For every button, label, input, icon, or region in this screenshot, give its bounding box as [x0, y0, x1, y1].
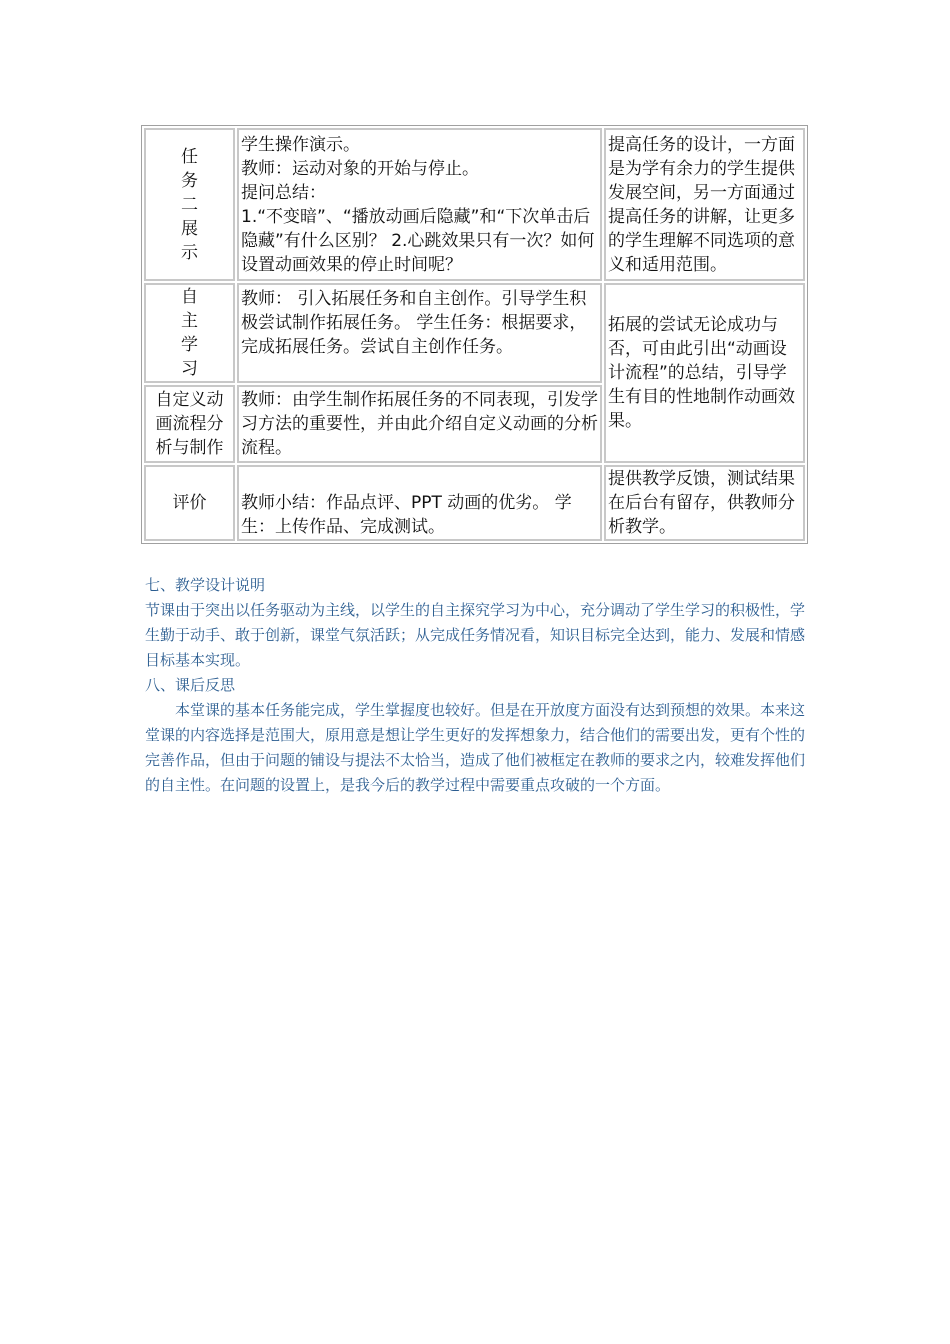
content-line: 教师：由学生制作拓展任务的不同表现，引发学习方法的重要性，并由此介绍自定义动画的分析流程。 — [241, 390, 598, 458]
section-reflection — [145, 673, 817, 798]
table-row-evaluation — [144, 465, 805, 541]
stage-cell-custom-animation — [144, 385, 235, 463]
note-text: 提供教学反馈，测试结果在后台有留存，供教师分析教学。 — [608, 469, 795, 537]
lesson-table — [141, 125, 808, 544]
section-design-notes — [145, 573, 817, 673]
stage-label: 自主学习 — [180, 287, 198, 379]
section-heading: 七、教学设计说明 — [145, 576, 266, 594]
stage-label: 任务二展示 — [180, 146, 198, 263]
stage-cell-self-study — [144, 283, 235, 383]
content-cell-self-study — [237, 283, 602, 383]
content-cell-task2 — [237, 128, 602, 281]
content-cell-evaluation — [237, 465, 602, 541]
content-line: 教师： 引入拓展任务和自主创作。引导学生积极尝试制作拓展任务。 学生任务：根据要求，完成拓展任务。尝试自主创作任务。 — [241, 289, 587, 357]
stage-cell-task2 — [144, 128, 235, 281]
stage-label: 自定义动画流程分析与制作 — [155, 390, 224, 458]
table-row-task2 — [144, 128, 805, 281]
note-cell-task2 — [604, 128, 805, 281]
stage-cell-evaluation — [144, 465, 235, 541]
note-text: 提高任务的设计，一方面是为学有余力的学生提供发展空间，另一方面通过提高任务的讲解，让更多的学生理解不同选项的意义和适用范围。 — [608, 134, 795, 275]
stage-label: 评价 — [172, 493, 207, 513]
note-cell-evaluation — [604, 465, 805, 541]
content-line: 教师：运动对象的开始与停止。 — [241, 158, 479, 179]
section-paragraph: 节课由于突出以任务驱动为主线，以学生的自主探究学习为中心，充分调动了学生学习的积极性，学生勤于动手、敢于创新，课堂气氛活跃；从完成任务情况看，知识目标完全达到，能力、发展和情感目标基本实现。 — [145, 601, 806, 669]
table-row-self-study — [144, 283, 805, 383]
content-line: 1.“不变暗”、“播放动画后隐藏”和“下次单击后隐藏”有什么区别？ 2.心跳效果只有一次？如何设置动画效果的停止时间呢？ — [241, 206, 595, 275]
content-line: 教师小结：作品点评、PPT 动画的优劣。 学生：上传作品、完成测试。 — [241, 493, 572, 537]
content-line: 提问总结： — [241, 182, 326, 203]
content-line: 学生操作演示。 — [241, 134, 360, 155]
note-cell-self-study — [604, 283, 805, 463]
note-text: 拓展的尝试无论成功与否，可由此引出“动画设计流程”的总结，引导学生有目的性地制作动画效果。 — [608, 315, 795, 431]
content-cell-custom-animation — [237, 385, 602, 463]
section-heading: 八、课后反思 — [145, 676, 236, 694]
section-paragraph: 本堂课的基本任务能完成，学生掌握度也较好。但是在开放度方面没有达到预想的效果。本来这堂课的内容选择是范围大，原用意是想让学生更好的发挥想象力，结合他们的需要出发，更有个性的完善作品，但由于问题的铺设与提法不太恰当，造成了他们被框定在教师的要求之内，较难发挥他们的自主性。在问题的设置上，是我今后的教学过程中需要重点攻破的一个方面。 — [145, 701, 806, 794]
